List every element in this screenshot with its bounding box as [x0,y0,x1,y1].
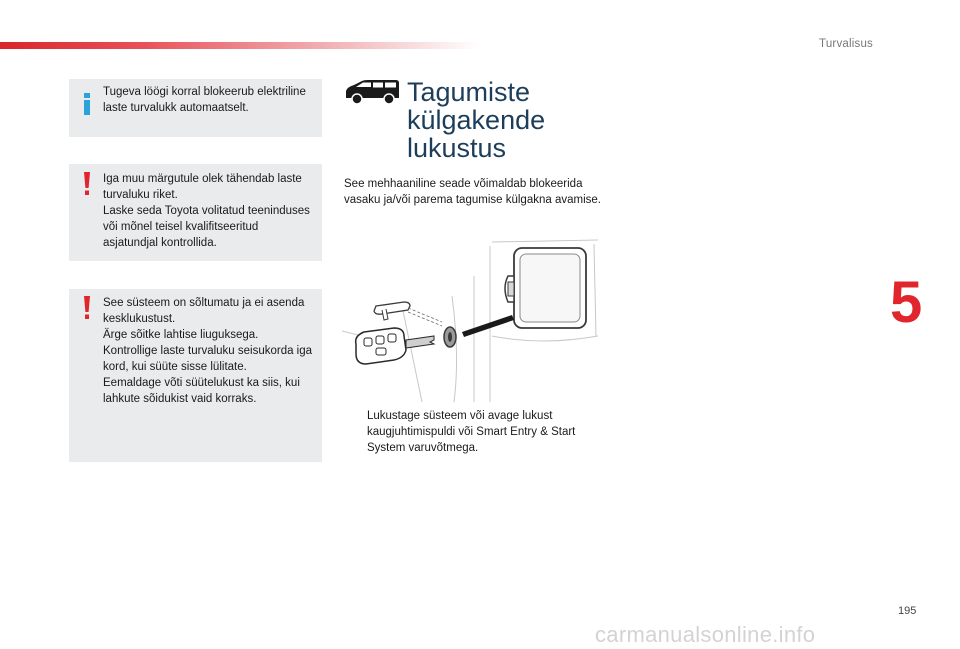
window-lock-illustration [342,236,600,402]
page-number: 195 [898,605,917,617]
warning-note [69,164,322,261]
warning-note [69,289,322,462]
instruction-step-text: Lukustage süsteem või avage lukust kaugjuhtimispuldi või Smart Entry & Start System varuvõtmega. [367,410,576,454]
warning-note-text: See süsteem on sõltumatu ja ei asenda kesklukustust. Ärge sõitke lahtise liuguksega. Kontrollige laste turvaluku seisukorda iga kord, kui süüte sisse lülitate. Eemaldage võti süütelukust ka siis, kui lahkute sõidukist vaid korraks. [103,297,313,405]
van-icon [344,79,400,105]
info-icon [83,93,91,115]
warning-note-text: Iga muu märgutule olek tähendab laste turvaluku riket. Laske seda Toyota volitatud teeninduses või mõnel teisel kvalifitseeritud asjatundjal kontrollida. [103,173,310,249]
info-note-text: Tugeva löögi korral blokeerub elektriline laste turvalukk automaatselt. [103,86,306,114]
watermark: carmanualsonline.info [595,622,816,647]
exclamation-icon [84,296,90,320]
header-accent-bar [0,42,480,49]
intro-paragraph: See mehhaaniline seade võimaldab blokeerida vasaku ja/või parema tagumise külgakna avamise. [344,178,601,206]
info-note [69,79,322,137]
chapter-number: 5 [890,270,923,335]
section-heading: Tagumiste külgakende lukustus [407,77,546,163]
instruction-step [344,408,604,456]
section-title: Turvalisus [819,38,873,50]
exclamation-icon [84,172,90,196]
